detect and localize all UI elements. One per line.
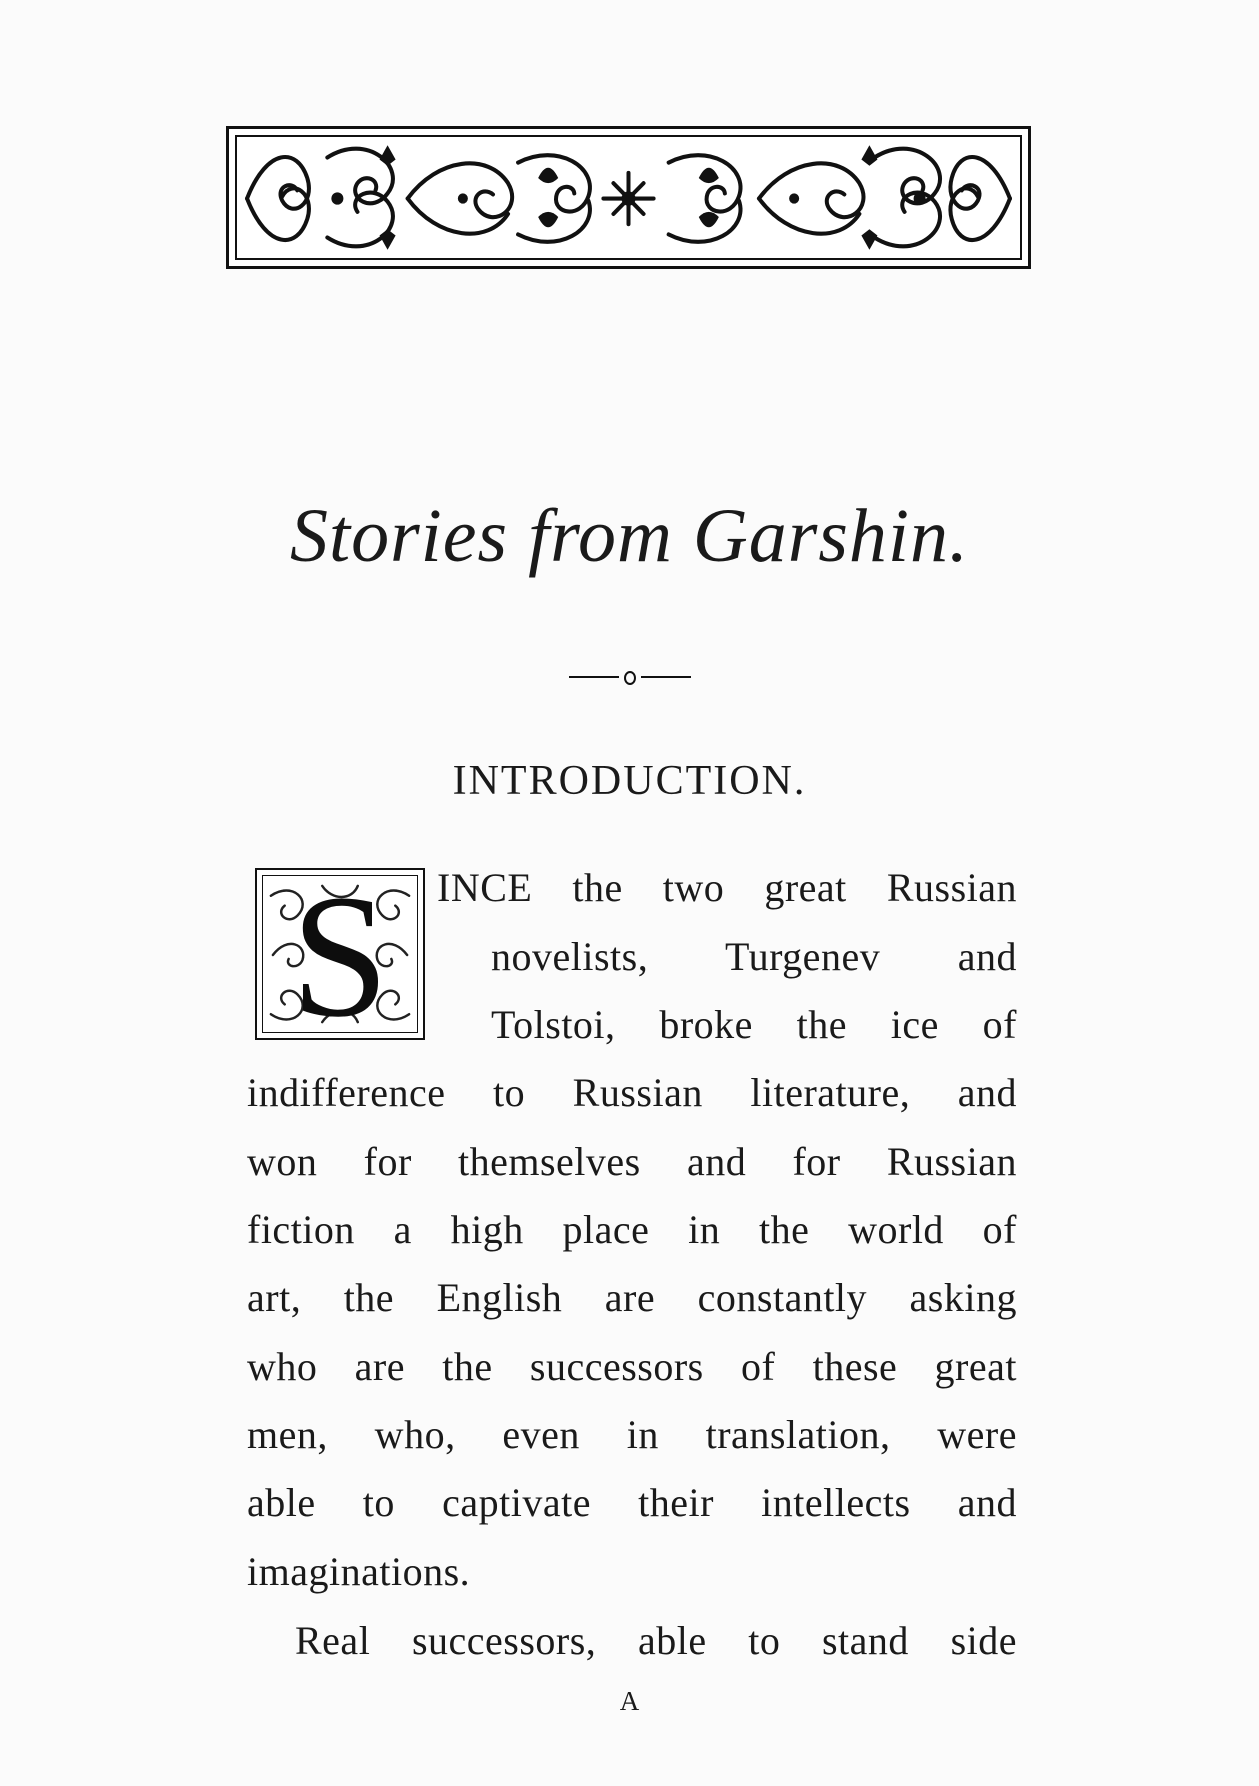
chapter-heading: INTRODUCTION. [452, 758, 807, 804]
drop-cap [255, 868, 425, 1040]
text-line: art, the English are constantly asking [247, 1275, 1017, 1320]
arabesque-ornament-icon [237, 137, 1020, 258]
text-line: Real successors, able to stand side [295, 1618, 1017, 1663]
text-line: who are the successors of these great [247, 1344, 1017, 1389]
text-line: fiction a high place in the world of [247, 1207, 1017, 1252]
separator-rule-icon [569, 667, 691, 687]
drop-cap-letter: S [291, 875, 389, 1033]
book-title: Stories from Garshin. [289, 494, 970, 578]
text-line: won for themselves and for Russian [247, 1139, 1017, 1184]
text-line: men, who, even in translation, were [247, 1412, 1017, 1457]
text-line: novelists, Turgenev and [491, 934, 1017, 979]
text-line: able to captivate their intellects and [247, 1480, 1017, 1525]
text-line: Tolstoi, broke the ice of [491, 1002, 1017, 1047]
text-line: imaginations. [247, 1549, 471, 1594]
signature-mark: A [619, 1686, 640, 1716]
text-line: INCE the two great Russian [437, 865, 1017, 910]
ornamental-headpiece [226, 126, 1031, 269]
title-separator [569, 667, 691, 687]
text-line: indifference to Russian literature, and [247, 1070, 1017, 1115]
